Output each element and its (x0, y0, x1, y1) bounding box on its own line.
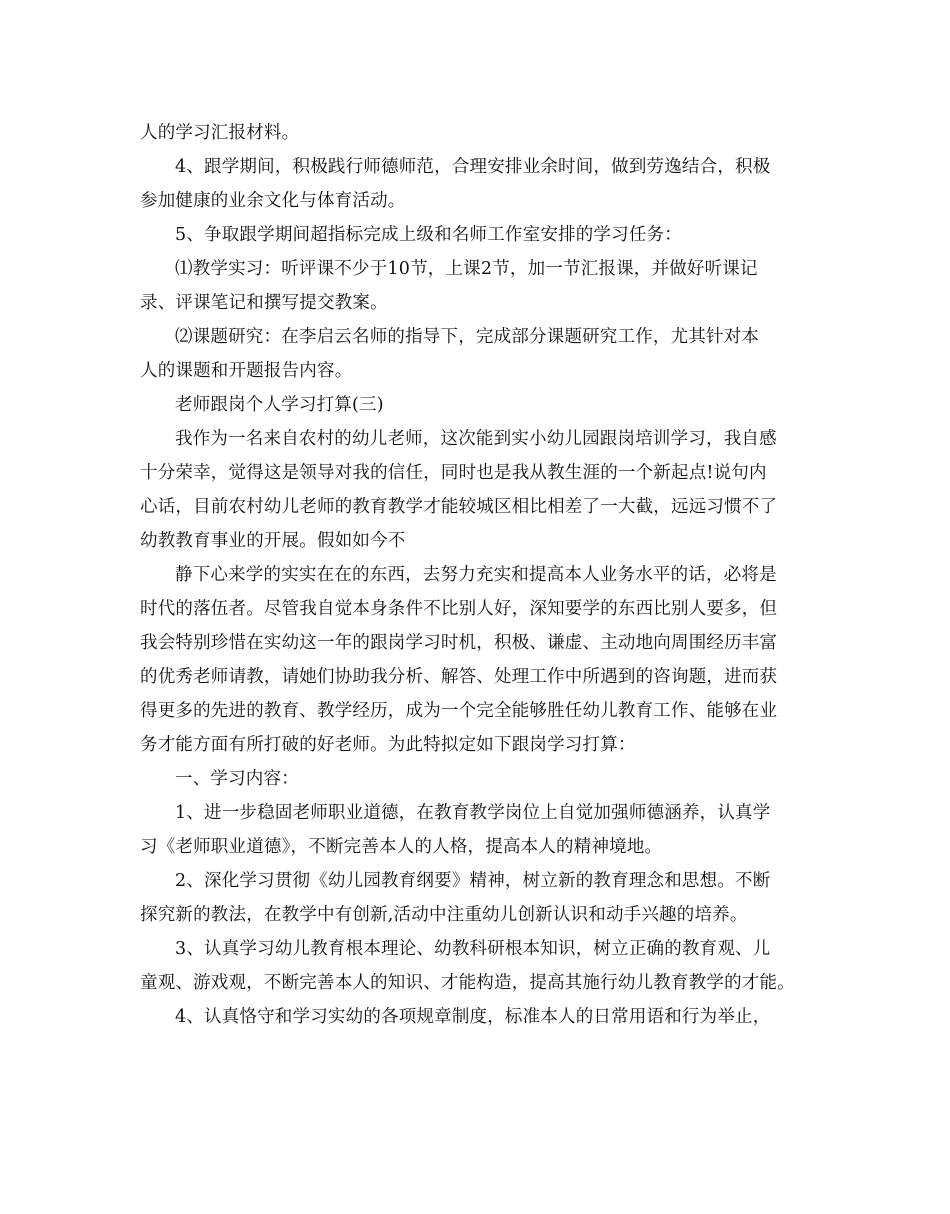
text-line: 十分荣幸，觉得这是领导对我的信任，同时也是我从教生涯的一个新起点!说句内 (140, 463, 767, 483)
text-line: 5、争取跟学期间超指标完成上级和名师工作室安排的学习任务： (175, 225, 682, 245)
text-line: 得更多的先进的教育、教学经历，成为一个完全能够胜任幼儿教育工作、能够在业 (140, 701, 778, 721)
text-line: 习《老师职业道德》，不断完善本人的人格，提高本人的精神境地。 (140, 837, 663, 857)
text-line: 我作为一名来自农村的幼儿老师，这次能到实小幼儿园跟岗培训学习，我自感 (175, 429, 777, 449)
text-line: 静下心来学的实实在在的东西，去努力充实和提高本人业务水平的话，必将是 (175, 565, 777, 585)
text-line: 我会特别珍惜在实幼这一年的跟岗学习时机，积极、谦虚、主动地向周围经历丰富 (140, 633, 778, 653)
text-line: 人的课题和开题报告内容。 (140, 361, 353, 381)
text-line: 4、跟学期间，积极践行师德师范，合理安排业余时间，做到劳逸结合，积极 (175, 157, 771, 177)
text-line: 探究新的教法，在教学中有创新,活动中注重幼儿创新认识和动手兴趣的培养。 (140, 905, 748, 925)
text-line: 时代的落伍者。尽管我自觉本身条件不比别人好，深知要学的东西比别人要多，但 (140, 599, 778, 619)
text-line: 务才能方面有所打破的好老师。为此特拟定如下跟岗学习打算： (140, 735, 636, 755)
text-line: 1、进一步稳固老师职业道德，在教育教学岗位上自觉加强师德涵养，认真学 (175, 803, 771, 823)
text-line: 一、学习内容： (175, 769, 299, 789)
text-line: 老师跟岗个人学习打算(三) (175, 395, 384, 415)
text-line: 心话，目前农村幼儿老师的教育教学才能较城区相比相差了一大截，远远习惯不了 (140, 497, 778, 517)
text-line: 3、认真学习幼儿教育根本理论、幼教科研根本知识，树立正确的教育观、儿 (175, 939, 771, 959)
text-line: 的优秀老师请教，请她们协助我分析、解答、处理工作中所遇到的咨询题，进而获 (140, 667, 778, 687)
text-line: ⑵课题研究：在李启云名师的指导下，完成部分课题研究工作，尤其针对本 (175, 327, 760, 347)
text-line: 2、深化学习贯彻《幼儿园教育纲要》精神，树立新的教育理念和思想。不断 (175, 871, 771, 891)
document-body (140, 116, 830, 1034)
text-line: 幼教教育事业的开展。假如如今不 (140, 531, 406, 551)
text-line: 参加健康的业余文化与体育活动。 (140, 191, 406, 211)
text-line: 录、评课笔记和撰写提交教案。 (140, 293, 388, 313)
text-line: ⑴教学实习：听评课不少于10节，上课2节，加一节汇报课，并做好听课记 (175, 259, 758, 279)
text-line: 人的学习汇报材料。 (140, 123, 300, 143)
text-line: 童观、游戏观，不断完善本人的知识、才能构造，提高其施行幼儿教育教学的才能。 (140, 973, 795, 993)
text-line: 4、认真恪守和学习实幼的各项规章制度，标准本人的日常用语和行为举止， (175, 1007, 771, 1027)
